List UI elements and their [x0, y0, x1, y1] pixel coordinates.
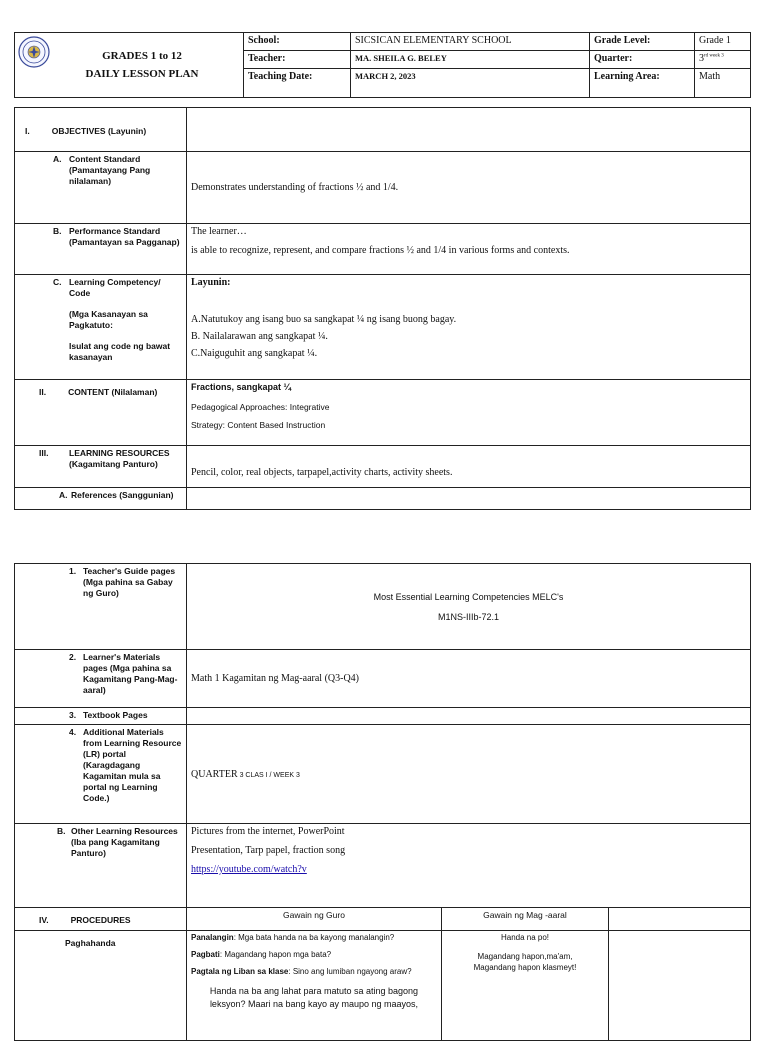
title-cell	[15, 33, 244, 98]
content-label: CONTENT (Nilalaman)	[68, 387, 158, 397]
teacher-label: Teacher:	[244, 51, 351, 69]
readiness-text: Handa na ba ang lahat para matuto sa ating bagong leksyon? Maari na bang kayo ay maupo ng maayos,	[209, 986, 419, 1009]
quarter-number: 3	[699, 53, 704, 64]
competency-cell	[15, 275, 187, 380]
quarter-detail: 3 CLAS I / WEEK 3	[237, 771, 300, 779]
references-label: References (Sanggunian)	[71, 490, 174, 500]
other-resources-cell	[15, 824, 187, 908]
content-number: II.	[39, 387, 47, 397]
textbook-cell	[15, 708, 187, 725]
resources-cell	[15, 446, 187, 488]
student-response2: Magandang hapon,ma'am,	[477, 951, 573, 961]
content-standard-label: Content Standard (Pamantayang Pang nilalaman)	[69, 154, 151, 187]
additional-materials-number: 4.	[69, 727, 77, 737]
performance-standard-line1: The learner…	[191, 226, 247, 237]
competency-heading: Layunin:	[191, 277, 231, 288]
competency-label2: (Mga Kasanayan sa Pagkatuto:	[69, 309, 148, 331]
learners-materials-value: Math 1 Kagamitan ng Mag-aaral (Q3-Q4)	[187, 650, 751, 708]
date-value: MARCH 2, 2023	[351, 69, 590, 98]
preparation-label: Paghahanda	[65, 938, 116, 948]
other-resources-line1: Pictures from the internet, PowerPoint	[191, 826, 345, 837]
student-activity-header: Gawain ng Mag -aaral	[442, 908, 609, 931]
teachers-guide-value	[187, 564, 751, 650]
competency-item-a: A.Natutukoy ang isang buo sa sangkapat ¼ ng isang buong bagay.	[191, 314, 457, 325]
competency-item-c: C.Naiguguhit ang sangkapat ¼.	[191, 348, 318, 359]
quarter-value	[695, 51, 751, 69]
title-line2: DAILY LESSON PLAN	[85, 68, 199, 80]
attendance-label: Pagtala ng Liban sa klase	[191, 966, 289, 976]
resources-number: III.	[39, 448, 49, 458]
teachers-guide-cell	[15, 564, 187, 650]
quarter-superscript: rd week 3	[704, 53, 724, 59]
objectives-number: I.	[25, 125, 30, 136]
grade-value: Grade 1	[695, 33, 751, 51]
content-strategy: Strategy: Content Based Instruction	[191, 419, 326, 430]
additional-materials-label: Additional Materials from Learning Resource (LR) portal (Karagdagang Kagamitan mula sa portal ng Learning Code.)	[83, 727, 182, 804]
youtube-link[interactable]: https://youtube.com/watch?v	[191, 864, 307, 875]
melc-code: M1NS-IIIb-72.1	[437, 611, 500, 622]
attendance-text: : Sino ang lumiban ngayong araw?	[288, 966, 412, 976]
competency-letter: C.	[53, 277, 62, 287]
quarter-word: QUARTER	[191, 768, 238, 780]
area-value: Math	[695, 69, 751, 98]
student-activity-cell	[442, 931, 609, 1041]
prayer-text: : Mga bata handa na ba kayong manalangin?	[233, 933, 395, 942]
resources-table	[14, 563, 751, 1041]
content-standard-cell	[15, 152, 187, 224]
school-label: School:	[244, 33, 351, 51]
content-cell	[15, 380, 187, 446]
textbook-label: Textbook Pages	[83, 710, 148, 720]
additional-materials-value	[187, 725, 751, 824]
greeting-text: : Magandang hapon mga bata?	[219, 949, 332, 959]
student-response1: Handa na po!	[500, 933, 550, 942]
performance-standard-label: Performance Standard (Pamantayan sa Pagganap)	[69, 226, 180, 248]
learners-materials-number: 2.	[69, 652, 77, 662]
resources-label: LEARNING RESOURCES (Kagamitang Panturo)	[69, 448, 170, 470]
content-value	[187, 380, 751, 446]
learners-materials-label: Learner's Materials pages (Mga pahina sa Kagamitang Pang-Mag-aaral)	[83, 652, 178, 696]
title-line1: GRADES 1 to 12	[102, 50, 182, 62]
teachers-guide-number: 1.	[69, 566, 77, 576]
procedures-number: IV.	[39, 915, 49, 925]
textbook-number: 3.	[69, 710, 77, 720]
objectives-table	[14, 107, 751, 510]
performance-standard-line2: is able to recognize, represent, and compare fractions ½ and 1/4 in various forms and contexts.	[191, 245, 570, 256]
other-resources-value	[187, 824, 751, 908]
content-heading: Fractions, sangkapat ¼	[191, 382, 292, 392]
performance-standard-cell	[15, 224, 187, 275]
additional-materials-cell	[15, 725, 187, 824]
competency-label1: Learning Competency/ Code	[69, 277, 161, 299]
teacher-activity-cell	[187, 931, 442, 1041]
procedures-cell	[15, 908, 187, 931]
content-standard-value: Demonstrates understanding of fractions ½ and 1/4.	[187, 152, 751, 224]
performance-standard-letter: B.	[53, 226, 62, 236]
grade-label: Grade Level:	[590, 33, 695, 51]
greeting-label: Pagbati	[191, 949, 220, 959]
performance-standard-value	[187, 224, 751, 275]
blank-header	[609, 908, 751, 931]
other-resources-line2: Presentation, Tarp papel, fraction song	[191, 845, 346, 856]
resources-value: Pencil, color, real objects, tarpapel,activity charts, activity sheets.	[187, 446, 751, 488]
other-resources-letter: B.	[57, 826, 66, 836]
area-label: Learning Area:	[590, 69, 695, 98]
objectives-value	[187, 108, 751, 152]
objectives-cell	[15, 108, 187, 152]
learners-materials-cell	[15, 650, 187, 708]
quarter-label: Quarter:	[590, 51, 695, 69]
competency-item-b: B. Nailalarawan ang sangkapat ¼.	[191, 331, 328, 342]
student-response3: Magandang hapon klasmeyt!	[473, 962, 577, 972]
competency-value	[187, 275, 751, 380]
teacher-value: MA. SHEILA G. BELEY	[351, 51, 590, 69]
prayer-label: Panalangin	[191, 933, 234, 942]
content-standard-letter: A.	[53, 154, 62, 164]
procedures-label: PROCEDURES	[70, 915, 131, 925]
objectives-label: OBJECTIVES (Layunin)	[51, 125, 147, 136]
references-cell	[15, 488, 187, 510]
references-value	[187, 488, 751, 510]
competency-label3: Isulat ang code ng bawat kasanayan	[69, 341, 171, 363]
header-table	[14, 32, 751, 98]
textbook-value	[187, 708, 751, 725]
melc-title: Most Essential Learning Competencies MELC's	[373, 591, 564, 602]
content-pedagogical: Pedagogical Approaches: Integrative	[191, 401, 330, 412]
teacher-activity-header: Gawain ng Guro	[187, 908, 442, 931]
other-resources-label: Other Learning Resources (Iba pang Kagamitang Panturo)	[71, 826, 178, 859]
references-letter: A.	[59, 490, 68, 500]
school-value: SICSICAN ELEMENTARY SCHOOL	[351, 33, 590, 51]
date-label: Teaching Date:	[244, 69, 351, 98]
teachers-guide-label: Teacher's Guide pages (Mga pahina sa Gabay ng Guro)	[83, 566, 176, 599]
preparation-cell	[15, 931, 187, 1041]
blank-cell	[609, 931, 751, 1041]
